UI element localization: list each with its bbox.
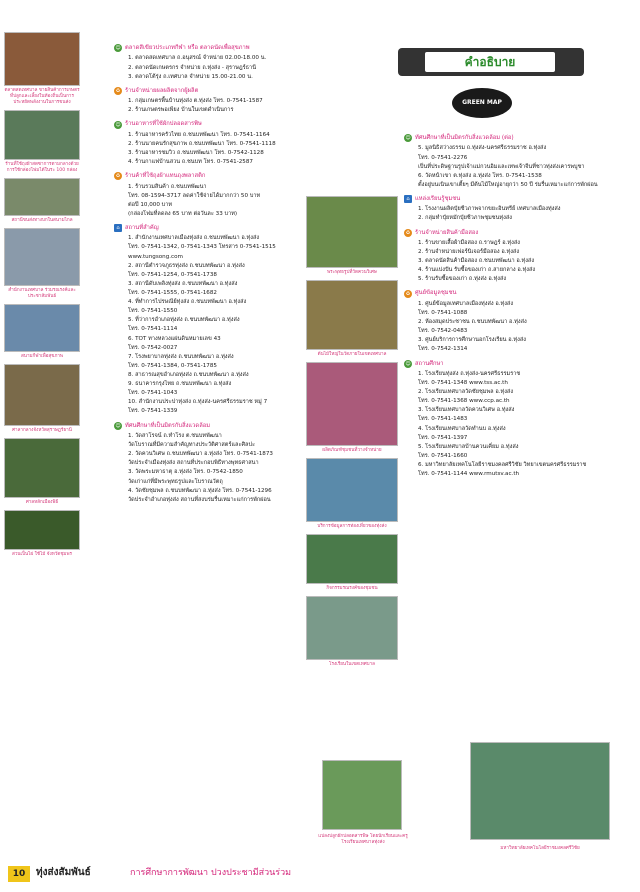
shrine-photo bbox=[4, 364, 80, 426]
smiley-icon: ☺ bbox=[405, 135, 411, 142]
page-title: คำอธิบาย bbox=[425, 52, 555, 72]
smiley-icon: ☺ bbox=[115, 422, 121, 429]
tree-photo bbox=[306, 280, 398, 350]
buddha-photo bbox=[306, 196, 398, 268]
photo-caption: สนามกีฬาเพื่อสุขภาพ bbox=[21, 353, 63, 359]
bamboo-photo bbox=[4, 510, 80, 550]
activity-photo bbox=[306, 534, 398, 584]
smiley-icon: ☺ bbox=[115, 121, 121, 128]
station-photo bbox=[4, 178, 80, 216]
photo-caption: ตลาดสดเทศบาล ขายสินค้าการเกษตรที่ปลูกและเลี้ยงในท้องถิ่นเป็นการประหยัดพลังงานในการขนส่ง bbox=[4, 88, 80, 105]
photo-caption: ร้านที่ใช้ถุงผ้าสดซาการตามกลางด้วยการใช้กล่องโฟมได้ในระ 100 กล่อง bbox=[5, 161, 79, 173]
photo-caption: สถานีขนส่งทางบกในสนามไกล bbox=[11, 217, 73, 223]
university-photo bbox=[470, 742, 610, 840]
products-photo bbox=[306, 362, 398, 446]
section-heading: ☺ ตลาดสีเขียวประเภทกีฬา หรือ ตลาดนัดเพื่อสุขภาพ bbox=[115, 45, 250, 52]
page-footer bbox=[0, 860, 640, 892]
directory-column-right: ☺ ทัศนศึกษาที่เป็นมิตรกับสิ่งแวดล้อม (ต่อ) 5. มูลนิธิสว่างธรรม ถ.ทุ่งส่ง-นครศรีธรรมราช อ.ทุ่งส่ง โทร. 0-7541-2276 เป็นที่ประดิษฐานรูปเจ้าแม่กวนอิมและเทพเจ้าจีนที่ชาวทุ่งส่งเคารพบูชา 6. วัดหน้าเขา ต.ทุ่งส่ง อ.ทุ่งส่ง โทร. 0-7541-1538 ตั้งอยู่บนเนินเขาเตี้ยๆ มีต้นไม้ใหญ่อายุกว่า 50 ปี ร่มรื่นเหมาะแก่การพักผ่อน ⌂ แหล่งเรียนรู้ชุมชน 1. โรงงานผลิตปุ๋ยชีวภาพจากขยะอินทรีย์ เทศบาลเมืองทุ่งส่ง 2. กลุ่มทำปุ๋ยหมักปุ๋ยชีวภาพชุมชนทุ่งส่ง ♻ ร้านจำหน่ายสินค้ามือสอง 1. ร้านขายเสื้อผ้ามือสอง ถ.ราษฎร์ อ.ทุ่งส่ง 2. ร้านจำหน่ายเฟอร์นิเจอร์มือสอง อ.ทุ่งส่ง 3. ตลาดนัดสินค้ามือสอง ถ.ชนบทพัฒนา อ.ทุ่งส่ง 4. ร้านแบ่งปัน รับซื้อของเก่า ถ.สายกลาง อ.ทุ่งส่ง 5. ร้านรับซื้อของเก่า ถ.ทุ่งส่ง อ.ทุ่งส่ง ♻ ศูนย์ข้อมูลชุมชน 1. ศูนย์ข้อมูลเทศบาลเมืองทุ่งส่ง อ.ทุ่งส่ง โทร. 0-7541-1088 2. ห้องสมุดประชาชน ถ.ชนบทพัฒนา อ.ทุ่งส่ง โทร. 0-7542-0483 3. ศูนย์บริการการศึกษานอกโรงเรียน อ.ทุ่งส่ง โทร. 0-7542-1314 ☺ สถานศึกษา 1. โรงเรียนทุ่งส่ง ถ.ทุ่งส่ง-นครศรีธรรมราช โทร. 0-7541-1348 www.tss.ac.th 2. โรงเรียนเทศบาลวัดชัยชุมพล อ.ทุ่งส่ง โทร. 0-7541-1368 www.ccp.ac.th 3. โรงเรียนเทศบาลวัดควนวิเศษ อ.ทุ่งส่ง โทร. 0-7541-1483 4. โรงเรียนเทศบาลวัดทำนบ อ.ทุ่งส่ง โทร. 0-7541-1397 5. โรงเรียนเทศบาลบ้านควนเคี่ยม อ.ทุ่งส่ง โทร. 0-7541-1660 6. มหาวิทยาลัยเทคโนโลยีราชมงคลศรีวิชัย วิทยาเขตนครศรีธรรมราช โทร. 0-7541-1144 www.rmutsv.ac.th bbox=[404, 128, 628, 479]
photo-caption: ผลิตภัณฑ์ชุมชนที่วางจำหน่าย bbox=[322, 447, 382, 453]
page-number: 10 bbox=[8, 866, 30, 882]
garden-photo bbox=[322, 760, 402, 830]
section-heading: ♻ ร้านจำหน่ายสินค้ามือสอง bbox=[405, 229, 479, 236]
section-heading: ☺ ทัศนศึกษาที่เป็นมิตรกับสิ่งแวดล้อม bbox=[115, 422, 211, 429]
market-photo bbox=[4, 32, 80, 86]
left-photo-column bbox=[4, 32, 80, 562]
directory-column-middle: ☺ ตลาดสีเขียวประเภทกีฬา หรือ ตลาดนัดเพื่อสุขภาพ 1. ตลาดสดเทศบาล ถ.อนุสรณ์ จำหน่าย 02.00-18.00 น. 2. ตลาดนัดเกษตรกร จำหน่าย ถ.ทุ่งส่ง - สุราษฎร์ธานี 3. ตลาดโต้รุ่ง ถ.เทศบาล จำหน่าย 15.00-21.00 น. ♻ ร้านจำหน่ายผลผลิตจากผู้ผลิต 1. กลุ่มเกษตรพื้นบ้านทุ่งส่ง ต.ทุ่งส่ง โทร. 0-7541-1587 2. ร้านเกษตรพอเพียง บ้านในเขตดำเนินการ ☺ ร้านอาหารที่ใช้ผักปลอดสารพิษ 1. ร้านอาหารครัวไทย ถ.ชนบทพัฒนา โทร. 0-7541-1164 2. ร้านนายคนรักสุขภาพ ถ.ชนบทพัฒนา โทร. 0-7541-1118 3. ร้านอาหารชมวิว ถ.ชนบทพัฒนา โทร. 0-7542-1128 4. ร้านกาแฟบ้านสวน ถ.ชนบท โทร. 0-7541-2587 ♻ ร้านค้าที่ใช้ถุงผ้าแทนถุงพลาสติก 1. ร้านรวมสินค้า ถ.ชนบทพัฒนา โทร. 08-1594-3717 ลดค่าใช้จ่ายได้มากกว่า 50 บาท ต่อปี 10,000 บาท (กล่องโฟมที่ลดลง 65 บาท ต่อวันละ 33 บาท) ⌂ สถานที่สำคัญ 1. สำนักงานเทศบาลเมืองทุ่งส่ง ถ.ชนบทพัฒนา อ.ทุ่งส่ง โทร. 0-7541-1342, 0-7541-1343 โทรสาร 0-7541-1515 www.tungsong.com 2. สถานีตำรวจภูธรทุ่งส่ง ถ.ชนบทพัฒนา อ.ทุ่งส่ง โทร. 0-7541-1254, 0-7541-1738 3. สถานีดับเพลิงทุ่งส่ง ถ.ชนบทพัฒนา อ.ทุ่งส่ง โทร. 0-7541-1555, 0-7541-1682 4. ที่ทำการไปรษณีย์ทุ่งส่ง ถ.ชนบทพัฒนา อ.ทุ่งส่ง โทร. 0-7541-1550 5. ที่ว่าการอำเภอทุ่งส่ง ถ.ชนบทพัฒนา อ.ทุ่งส่ง โทร. 0-7541-1114 6. TOT ทางหลวงแผ่นดินหมายเลข 43 โทร. 0-7542-0027 7. โรงพยาบาลทุ่งส่ง ถ.ชนบทพัฒนา อ.ทุ่งส่ง โทร. 0-7541-1384, 0-7541-1785 8. สาธารณสุขอำเภอทุ่งส่ง ถ.ชนบทพัฒนา อ.ทุ่งส่ง 9. ธนาคารกรุงไทย ถ.ชนบทพัฒนา อ.ทุ่งส่ง โทร. 0-7541-1043 10. สำนักงานประปาทุ่งส่ง ถ.ทุ่งส่ง-นครศรีธรรมราช หมู่ 7 โทร. 0-7541-1339 ☺ ทัศนศึกษาที่เป็นมิตรกับสิ่งแวดล้อม 1. วัดสาโรจน์ ถ.ทำโรง ต.ชนบทพัฒนา วัดโบราณที่มีความสำคัญทางประวัติศาสตร์และศิลปะ 2. วัดควนวิเศษ ถ.ชนบทพัฒนา อ.ทุ่งส่ง โทร. 0-7541-1873 วัดประจำเมืองทุ่งส่ง สถานที่ประกอบพิธีทางพุทธศาสนา 3. วัดพระมหาธาตุ อ.ทุ่งส่ง โทร. 0-7542-1850 วัดเก่าแก่ที่มีพระพุทธรูปและโบราณวัตถุ 4. วัดชัยชุมพล ถ.ชนบทพัฒนา อ.ทุ่งส่ง โทร. 0-7541-1296 วัดประจำอำเภอทุ่งส่ง สถานที่สงบร่มรื่นเหมาะแก่การพักผ่อน bbox=[114, 38, 304, 505]
photo-caption: ศาลหลักเมืองพิธี bbox=[25, 499, 59, 505]
green-map-logo: GREEN MAP bbox=[452, 88, 512, 118]
section-heading: ♻ ร้านจำหน่ายผลผลิตจากผู้ผลิต bbox=[115, 87, 199, 94]
service-photo bbox=[306, 458, 398, 522]
photo-caption: มหาวิทยาลัยเทคโนโลยีราชมงคลศรีวิชัย bbox=[500, 846, 580, 851]
office-photo bbox=[4, 228, 80, 286]
smiley-icon: ☺ bbox=[115, 45, 121, 52]
photo-caption: แปลงปลูกผักปลอดสารพิษ โดยนักเรียนและครูโรงเรียนเทศบาลทุ่งส่ง bbox=[318, 834, 408, 845]
publication-title: ทุ่งส่งสัมพันธ์ bbox=[36, 867, 91, 878]
section-heading: ⌂ แหล่งเรียนรู้ชุมชน bbox=[404, 195, 628, 203]
building-icon: ⌂ bbox=[114, 224, 122, 232]
middle-photo-column bbox=[306, 196, 398, 672]
recycle-icon: ♻ bbox=[405, 229, 411, 236]
temple-photo bbox=[4, 438, 80, 498]
photo-caption: พระพุทธรูปที่วัดควนวิเศษ bbox=[327, 270, 377, 275]
section-heading: ☺ สถานศึกษา bbox=[405, 360, 444, 367]
publication-slogan: การศึกษาการพัฒนา ปวงประชามีส่วนร่วม bbox=[130, 868, 292, 878]
school-photo bbox=[306, 596, 398, 660]
photo-caption: สวนเป็นไผ่ ใช้ไม้ จังหวัดชุมพร bbox=[12, 551, 72, 557]
smiley-icon: ☺ bbox=[405, 360, 411, 367]
photo-caption: โรงเรียนในเขตเทศบาล bbox=[329, 661, 375, 667]
shop-photo bbox=[4, 110, 80, 160]
section-heading: ☺ ร้านอาหารที่ใช้ผักปลอดสารพิษ bbox=[115, 121, 202, 128]
section-heading: ♻ ร้านค้าที่ใช้ถุงผ้าแทนถุงพลาสติก bbox=[115, 173, 206, 180]
section-heading: ♻ ศูนย์ข้อมูลชุมชน bbox=[405, 290, 457, 297]
building-icon: ⌂ bbox=[404, 195, 412, 203]
recycle-icon: ♻ bbox=[115, 173, 121, 180]
stadium-photo bbox=[4, 304, 80, 352]
photo-caption: กิจกรรมรณรงค์ของชุมชน bbox=[326, 585, 378, 591]
photo-caption: สำนักงานเทศบาล ร่วมรณรงค์และประชาสัมพันธ์ bbox=[8, 287, 76, 299]
photo-caption: บริการข้อมูลการท่องเที่ยวของทุ่งส่ง bbox=[317, 523, 387, 529]
recycle-icon: ♻ bbox=[115, 87, 121, 94]
section-heading: ⌂ สถานที่สำคัญ bbox=[114, 224, 304, 232]
recycle-icon: ♻ bbox=[405, 290, 411, 297]
photo-caption: ศาลากลางจังหวัดสุราษฎร์ธานี bbox=[12, 427, 72, 433]
photo-caption: ต้นไม้ใหญ่ในวัดภายในเขตเทศบาล bbox=[317, 351, 387, 357]
section-heading: ☺ ทัศนศึกษาที่เป็นมิตรกับสิ่งแวดล้อม (ต่อ) bbox=[405, 135, 514, 142]
